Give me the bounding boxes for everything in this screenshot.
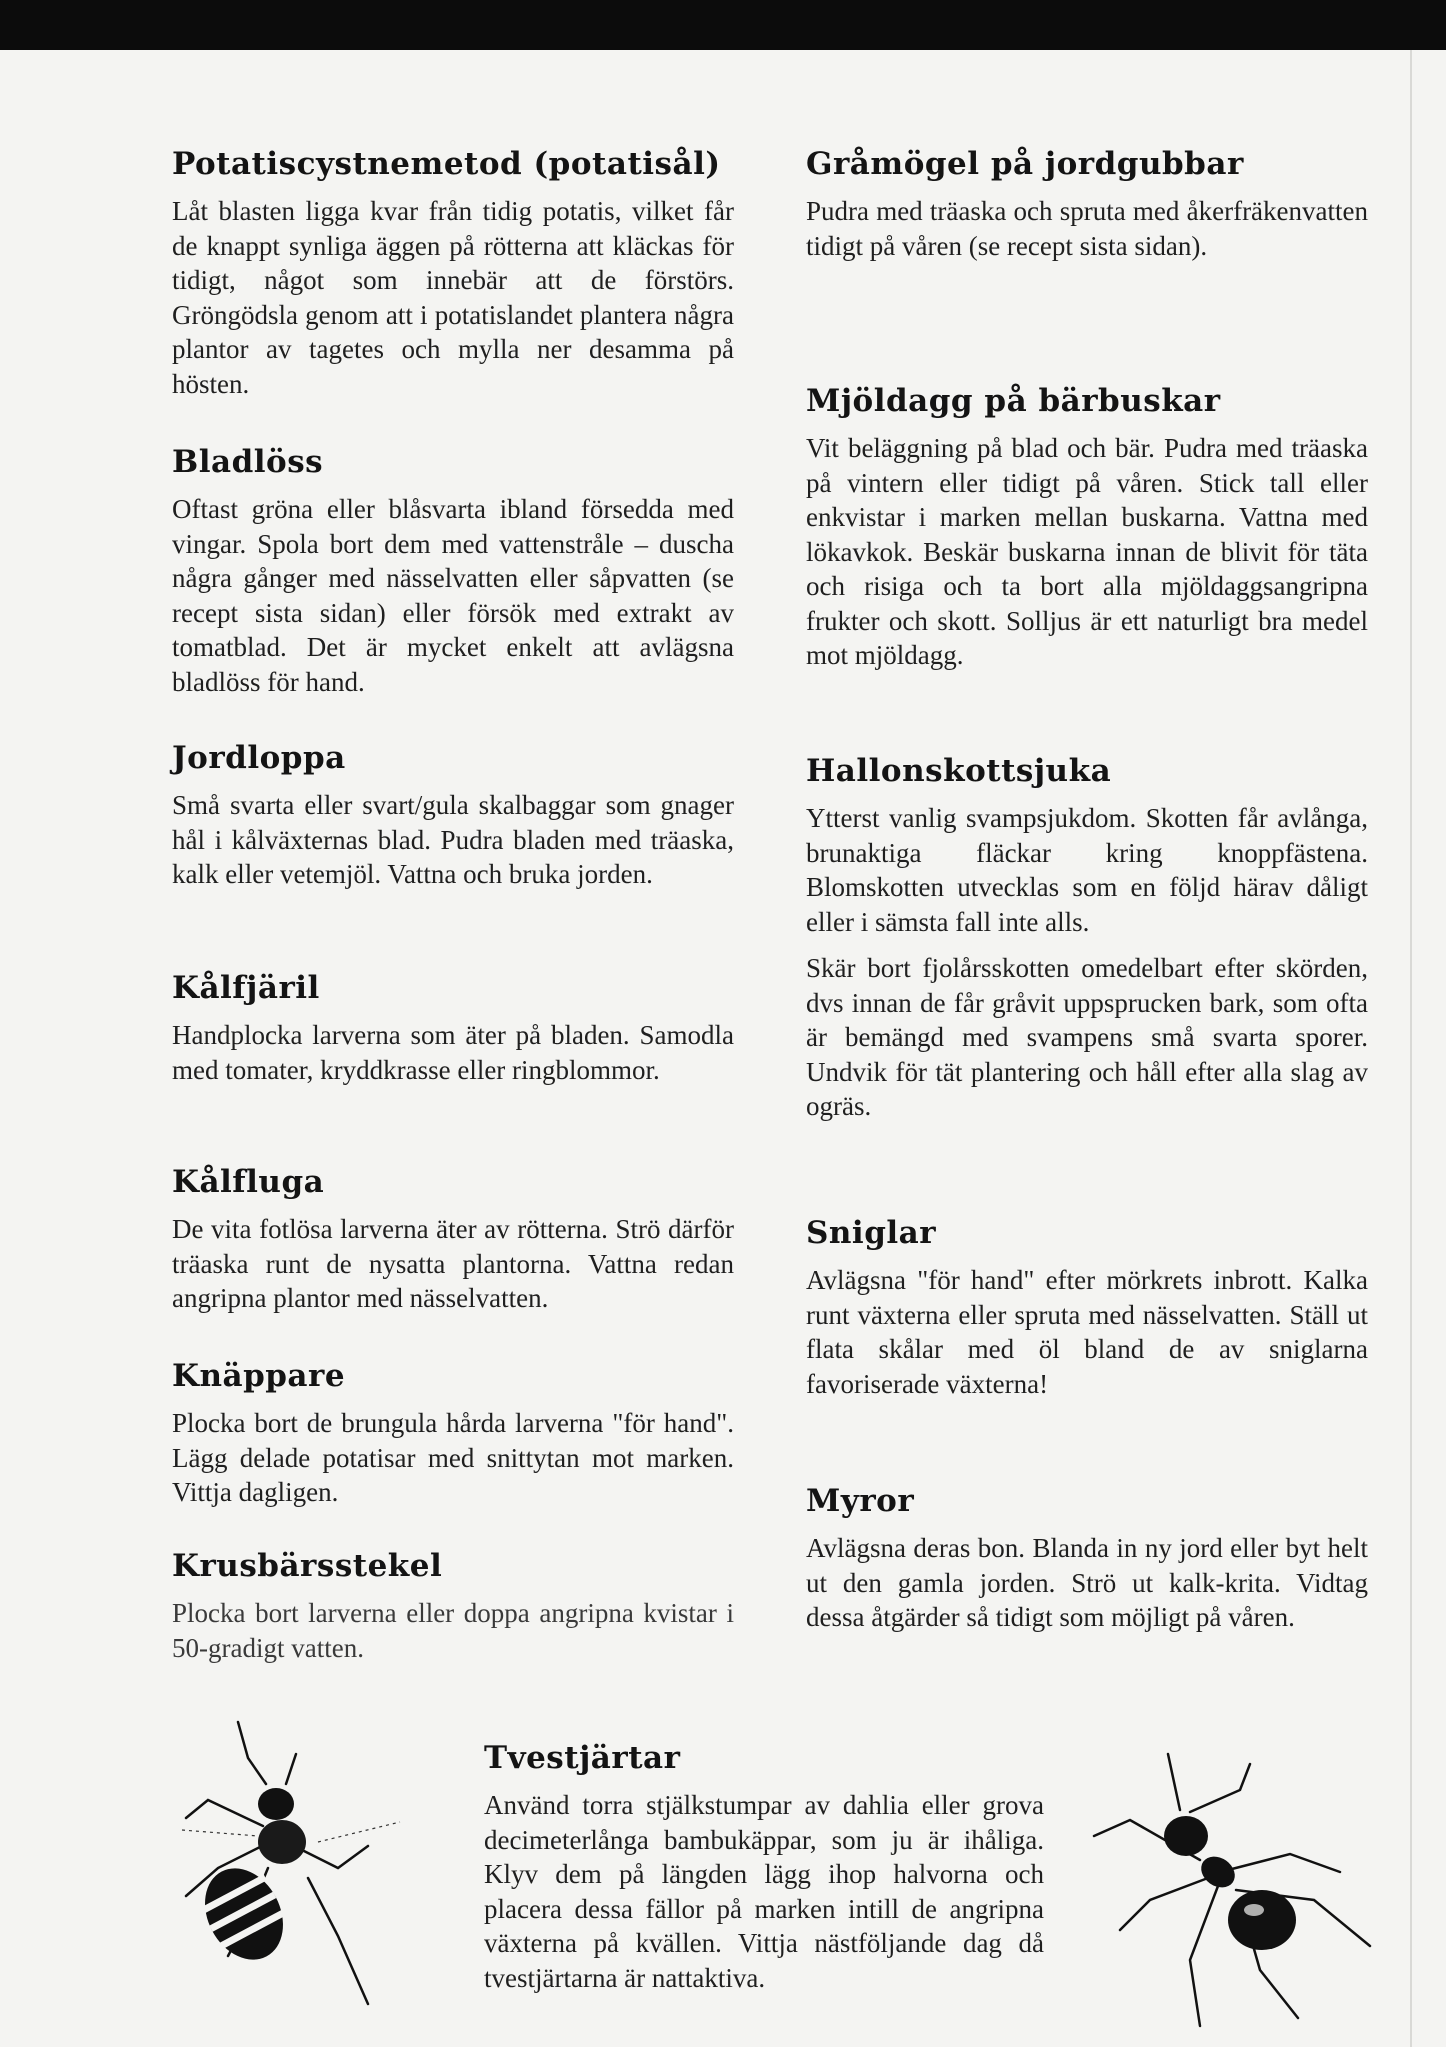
section-sniglar xyxy=(806,1215,1368,1401)
section-text: Plocka bort larverna eller doppa angripna kvistar i 50-gradigt vatten. xyxy=(172,1598,734,1663)
wing-outline xyxy=(318,1822,400,1842)
section-title: Kålfluga xyxy=(172,1164,325,1200)
ant-illustration xyxy=(1090,1750,1390,2030)
section-text: Ytterst vanlig svampsjukdom. Skotten får avlånga, brunaktiga fläckar kring knoppfästena. Blomskotten utvecklas som en följd härav dåligt eller i sämsta fall inte alls. xyxy=(806,803,1368,937)
section-title: Kålfjäril xyxy=(172,970,320,1006)
section-title: Gråmögel på jordgubbar xyxy=(806,146,1244,182)
section-text: Skär bort fjolårsskotten omedelbart efter skörden, dvs innan de får gråvit uppsprucken bark, som ofta är bemängd med svampens små svarta sporer. Undvik för tät plantering och håll efter alla slag av ogräs. xyxy=(806,953,1368,1121)
section-myror xyxy=(806,1483,1368,1635)
section-title: Knäppare xyxy=(172,1358,346,1394)
leg-line xyxy=(1120,1878,1208,1930)
antenna-line xyxy=(286,1754,296,1784)
section-jordloppa xyxy=(172,740,734,892)
section-text: Pudra med träaska och spruta med åkerfräkenvatten tidigt på våren (se recept sista sidan). xyxy=(806,196,1368,261)
wasp-thorax xyxy=(258,1820,306,1864)
section-hallonskottsjuka xyxy=(806,753,1368,1124)
section-gramogel xyxy=(806,146,1368,263)
section-text: Små svarta eller svart/gula skalbaggar som gnager hål i kålväxternas blad. Pudra bladen med träaska, kalk eller vetemjöl. Vattna och bruka jorden. xyxy=(172,790,734,889)
antenna-line xyxy=(1168,1754,1180,1810)
wasp-head xyxy=(258,1788,294,1820)
section-text: Låt blasten ligga kvar från tidig potatis, vilket får de knappt synliga äggen på rötterna att kläckas för tidigt, något som innebär att de förstörs. Gröngödsla genom att i potatislandet plantera några plantor av tagetes och mylla ner desamma på hösten. xyxy=(172,196,734,399)
section-text: Plocka bort de brungula hårda larverna "för hand". Lägg delade potatisar med snittytan mot marken. Vittja dagligen. xyxy=(172,1408,734,1507)
section-potatiscystnemetod xyxy=(172,146,734,401)
leg-line xyxy=(308,1878,368,2004)
section-text: Handplocka larverna som äter på bladen. Samodla med tomater, kryddkrasse eller ringblommor. xyxy=(172,1020,734,1085)
section-title: Hallonskottsjuka xyxy=(806,753,1112,789)
antenna-line xyxy=(1190,1764,1250,1812)
section-title: Myror xyxy=(806,1483,915,1519)
section-text: Vit beläggning på blad och bär. Pudra med träaska på vintern eller tidigt på våren. Stick tall eller enkvistar i marken mellan buskarna. Vattna med lökavkok. Beskär buskarna innan de blivit för täta och risiga och ta bort alla mjöldaggsangripna frukter och skott. Solljus är ett naturligt bra medel mot mjöldagg. xyxy=(806,433,1368,670)
section-knappare xyxy=(172,1358,734,1510)
section-kalfluga xyxy=(172,1164,734,1316)
leg-line xyxy=(1228,1854,1340,1872)
section-text: Avlägsna "för hand" efter mörkrets inbrott. Kalka runt växterna eller spruta med nässelvatten. Ställ ut flata skålar med öl bland de av sniglarna favoriserade växterna! xyxy=(806,1265,1368,1399)
leg-line xyxy=(294,1846,368,1868)
leg-line xyxy=(1190,1886,1218,2026)
section-title: Mjöldagg på bärbuskar xyxy=(806,383,1221,419)
scan-right-edge xyxy=(1410,50,1412,2047)
section-title: Sniglar xyxy=(806,1215,937,1251)
ant-abdomen xyxy=(1228,1890,1296,1950)
section-mjoldagg xyxy=(806,383,1368,673)
section-text: Använd torra stjälkstumpar av dahlia eller grova decimeterlånga bambukäppar, som ju är ihåliga. Klyv dem på längden lägg ihop halvorna och placera dessa fällor på marken intill de angripna växterna på kvällen. Vittja nästföljande dag då tvestjärtarna är nattaktiva. xyxy=(484,1790,1044,1993)
scan-top-border xyxy=(0,0,1446,50)
wing-outline xyxy=(182,1830,258,1836)
section-title: Jordloppa xyxy=(172,740,346,776)
section-krusbarsstekel xyxy=(172,1548,734,1665)
section-text: De vita fotlösa larverna äter av rötterna. Strö därför träaska runt de nysatta plantorna. Vattna redan angripna plantor med nässelvatten. xyxy=(172,1214,734,1313)
section-title: Bladlöss xyxy=(172,444,324,480)
section-title: Krusbärsstekel xyxy=(172,1548,443,1584)
section-kalfjaril xyxy=(172,970,734,1087)
ant-head xyxy=(1164,1816,1208,1856)
section-bladloss xyxy=(172,444,734,699)
section-title: Tvestjärtar xyxy=(484,1740,681,1776)
section-tvestjartar xyxy=(484,1740,1044,1995)
antenna-line xyxy=(238,1722,266,1784)
section-text: Avlägsna deras bon. Blanda in ny jord eller byt helt ut den gamla jorden. Strö ut kalk-krita. Vidtag dessa åtgärder så tidigt som möjligt på våren. xyxy=(806,1533,1368,1632)
wasp-abdomen xyxy=(190,1855,299,1974)
section-text: Oftast gröna eller blåsvarta ibland försedda med vingar. Spola bort dem med vattenstråle – duscha några gånger med nässelvatten eller såpvatten (se recept sista sidan) eller försök med extrakt av tomatblad. Det är mycket enkelt att avlägsna bladlöss för hand. xyxy=(172,494,734,697)
section-title: Potatiscystnemetod (potatisål) xyxy=(172,146,721,182)
leg-line xyxy=(186,1800,263,1826)
ant-highlight xyxy=(1244,1904,1264,1916)
wasp-illustration xyxy=(168,1718,418,2018)
